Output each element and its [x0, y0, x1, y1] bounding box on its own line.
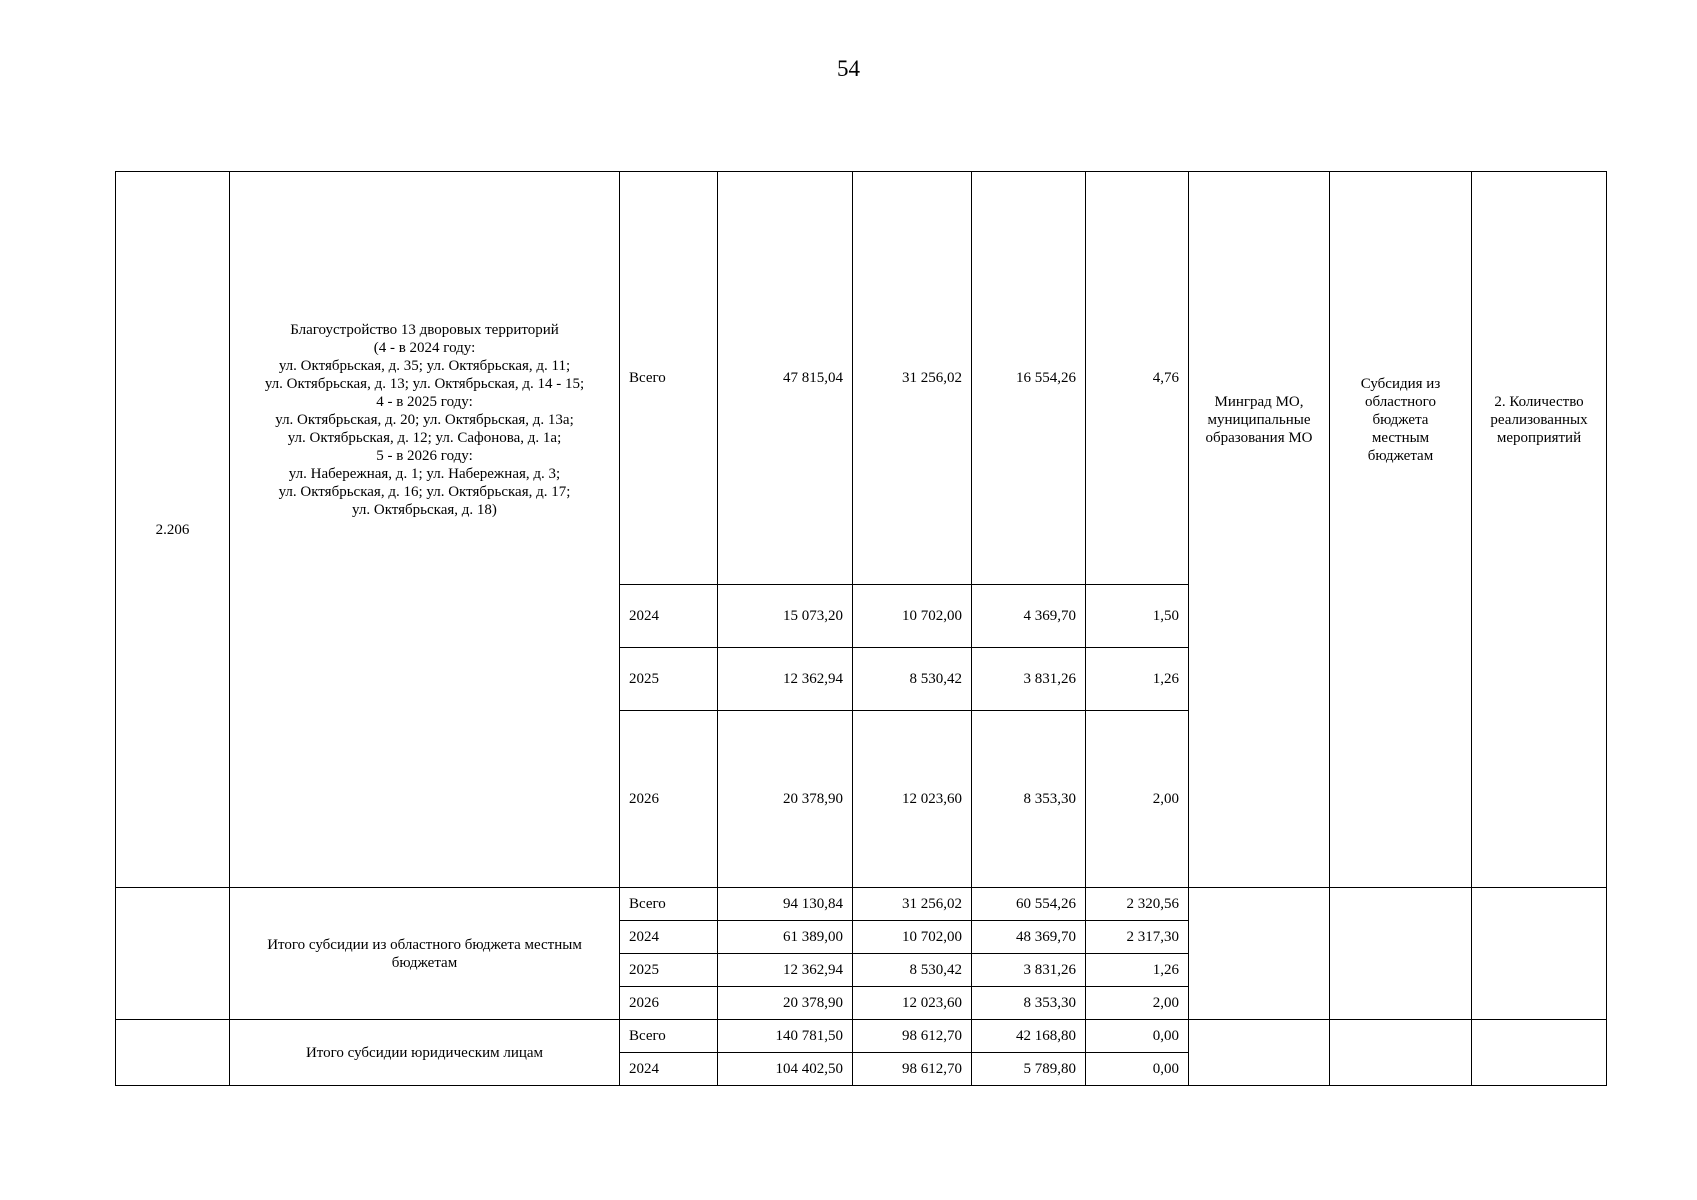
- period-cell: 2026: [620, 987, 718, 1020]
- amount-total: 12 362,94: [718, 648, 853, 711]
- amount-col2: 12 023,60: [853, 711, 972, 888]
- description-line: ул. Октябрьская, д. 16; ул. Октябрьская, д. 17;: [278, 483, 571, 500]
- period-cell: 2024: [620, 585, 718, 648]
- period-cell: Всего: [620, 172, 718, 585]
- funding-source-cell: Субсидия из областного бюджета местным бюджетам: [1330, 172, 1472, 888]
- amount-total: 20 378,90: [718, 711, 853, 888]
- page-number: 54: [837, 56, 860, 81]
- amount-col4: 0,00: [1086, 1053, 1189, 1086]
- empty-cell: [1472, 1020, 1607, 1086]
- amount-col3: 4 369,70: [972, 585, 1086, 648]
- empty-cell: [116, 1020, 230, 1086]
- period-cell: 2025: [620, 648, 718, 711]
- description-line: ул. Октябрьская, д. 12; ул. Сафонова, д. 1а;: [287, 429, 562, 446]
- subtotal-legal-label: Итого субсидии юридическим лицам: [230, 1020, 620, 1086]
- amount-total: 94 130,84: [718, 888, 853, 921]
- amount-col3: 60 554,26: [972, 888, 1086, 921]
- empty-cell: [1189, 1020, 1330, 1086]
- amount-total: 12 362,94: [718, 954, 853, 987]
- amount-col4: 2,00: [1086, 711, 1189, 888]
- description-line: ул. Октябрьская, д. 20; ул. Октябрьская, д. 13а;: [275, 411, 574, 428]
- period-cell: 2024: [620, 1053, 718, 1086]
- empty-cell: [1330, 888, 1472, 1020]
- description-line: ул. Октябрьская, д. 13; ул. Октябрьская, д. 14 - 15;: [264, 375, 585, 392]
- amount-col3: 48 369,70: [972, 921, 1086, 954]
- amount-col3: 8 353,30: [972, 711, 1086, 888]
- amount-col2: 8 530,42: [853, 954, 972, 987]
- item-number: 2.206: [116, 172, 230, 888]
- description-line: ул. Октябрьская, д. 18): [352, 501, 497, 518]
- amount-col2: 8 530,42: [853, 648, 972, 711]
- amount-col4: 2 320,56: [1086, 888, 1189, 921]
- amount-col3: 3 831,26: [972, 954, 1086, 987]
- empty-cell: [116, 888, 230, 1020]
- amount-total: 47 815,04: [718, 172, 853, 585]
- description-line: 4 - в 2025 году:: [376, 393, 473, 410]
- subtotal-local-label: Итого субсидии из областного бюджета местным бюджетам: [230, 888, 620, 1020]
- amount-total: 61 389,00: [718, 921, 853, 954]
- budget-table: [115, 171, 1607, 1086]
- description-line: ул. Набережная, д. 1; ул. Набережная, д. 3;: [288, 465, 561, 482]
- amount-col4: 4,76: [1086, 172, 1189, 585]
- amount-total: 104 402,50: [718, 1053, 853, 1086]
- description-line: Благоустройство 13 дворовых территорий: [290, 321, 559, 338]
- amount-col4: 2 317,30: [1086, 921, 1189, 954]
- amount-col3: 8 353,30: [972, 987, 1086, 1020]
- period-cell: 2024: [620, 921, 718, 954]
- amount-col2: 12 023,60: [853, 987, 972, 1020]
- table-row: [116, 888, 1607, 921]
- amount-col3: 5 789,80: [972, 1053, 1086, 1086]
- amount-col3: 42 168,80: [972, 1020, 1086, 1053]
- period-cell: 2025: [620, 954, 718, 987]
- period-cell: Всего: [620, 1020, 718, 1053]
- description-line: ул. Октябрьская, д. 35; ул. Октябрьская, д. 11;: [278, 357, 571, 374]
- table-row: [116, 172, 1607, 585]
- table-row: [116, 1020, 1607, 1053]
- amount-col2: 10 702,00: [853, 585, 972, 648]
- amount-col4: 1,26: [1086, 954, 1189, 987]
- period-cell: 2026: [620, 711, 718, 888]
- amount-col2: 98 612,70: [853, 1053, 972, 1086]
- amount-col4: 0,00: [1086, 1020, 1189, 1053]
- amount-col4: 1,26: [1086, 648, 1189, 711]
- amount-total: 140 781,50: [718, 1020, 853, 1053]
- empty-cell: [1472, 888, 1607, 1020]
- description-line: 5 - в 2026 году:: [376, 447, 473, 464]
- amount-total: 15 073,20: [718, 585, 853, 648]
- indicator-cell: 2. Количество реализованных мероприятий: [1472, 172, 1607, 888]
- item-description: [230, 172, 620, 888]
- executor-cell: Минград МО, муниципальные образования МО: [1189, 172, 1330, 888]
- amount-col2: 31 256,02: [853, 172, 972, 585]
- amount-total: 20 378,90: [718, 987, 853, 1020]
- amount-col2: 31 256,02: [853, 888, 972, 921]
- empty-cell: [1330, 1020, 1472, 1086]
- amount-col3: 16 554,26: [972, 172, 1086, 585]
- period-cell: Всего: [620, 888, 718, 921]
- empty-cell: [1189, 888, 1330, 1020]
- amount-col4: 1,50: [1086, 585, 1189, 648]
- amount-col2: 98 612,70: [853, 1020, 972, 1053]
- amount-col3: 3 831,26: [972, 648, 1086, 711]
- amount-col2: 10 702,00: [853, 921, 972, 954]
- amount-col4: 2,00: [1086, 987, 1189, 1020]
- description-line: (4 - в 2024 году:: [373, 339, 476, 356]
